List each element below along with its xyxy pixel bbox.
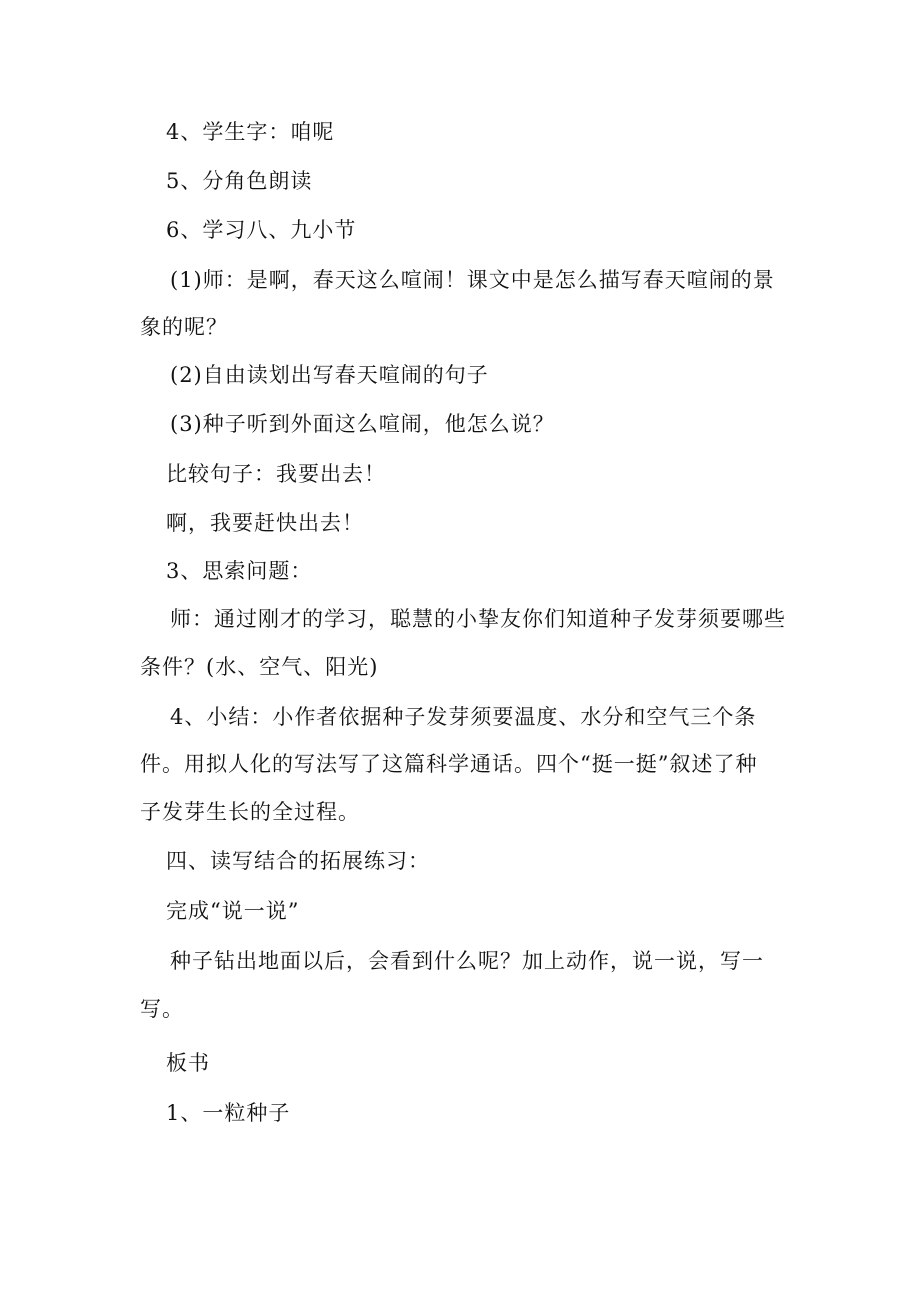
text-line: 种子钻出地面以后，会看到什么呢？加上动作，说一说，写一 xyxy=(170,949,764,973)
text-line: 条件？(水、空气、阳光) xyxy=(140,655,379,679)
text-line: 3、思索问题： xyxy=(166,559,313,583)
text-line: 师：通过刚才的学习，聪慧的小挚友你们知道种子发芽须要哪些 xyxy=(170,607,786,631)
text-line: (2)自由读划出写春天喧闹的句子 xyxy=(170,363,489,387)
text-line: 件。用拟人化的写法写了这篇科学通话。四个“挺一挺”叙述了种 xyxy=(140,752,758,776)
text-line: 4、小结：小作者依据种子发芽须要温度、水分和空气三个条 xyxy=(170,705,757,729)
text-line: 板书 xyxy=(166,1051,210,1075)
text-line: 象的呢？ xyxy=(140,315,228,339)
text-line: 5、分角色朗读 xyxy=(166,169,313,193)
text-line: 写。 xyxy=(140,997,184,1021)
text-line: 子发芽生长的全过程。 xyxy=(140,800,360,824)
text-line: (3)种子听到外面这么喧闹，他怎么说？ xyxy=(170,412,555,436)
text-line: 啊，我要赶快出去！ xyxy=(166,511,364,535)
text-line: 四、读写结合的拓展练习： xyxy=(166,849,430,873)
text-line: (1)师：是啊，春天这么喧闹！课文中是怎么描写春天喧闹的景 xyxy=(170,268,775,292)
text-line: 1、一粒种子 xyxy=(166,1101,291,1125)
text-line: 4、学生字：咱呢 xyxy=(166,120,335,144)
text-line: 完成“说一说” xyxy=(166,899,300,923)
text-line: 6、学习八、九小节 xyxy=(166,218,357,242)
text-line: 比较句子：我要出去！ xyxy=(166,462,386,486)
